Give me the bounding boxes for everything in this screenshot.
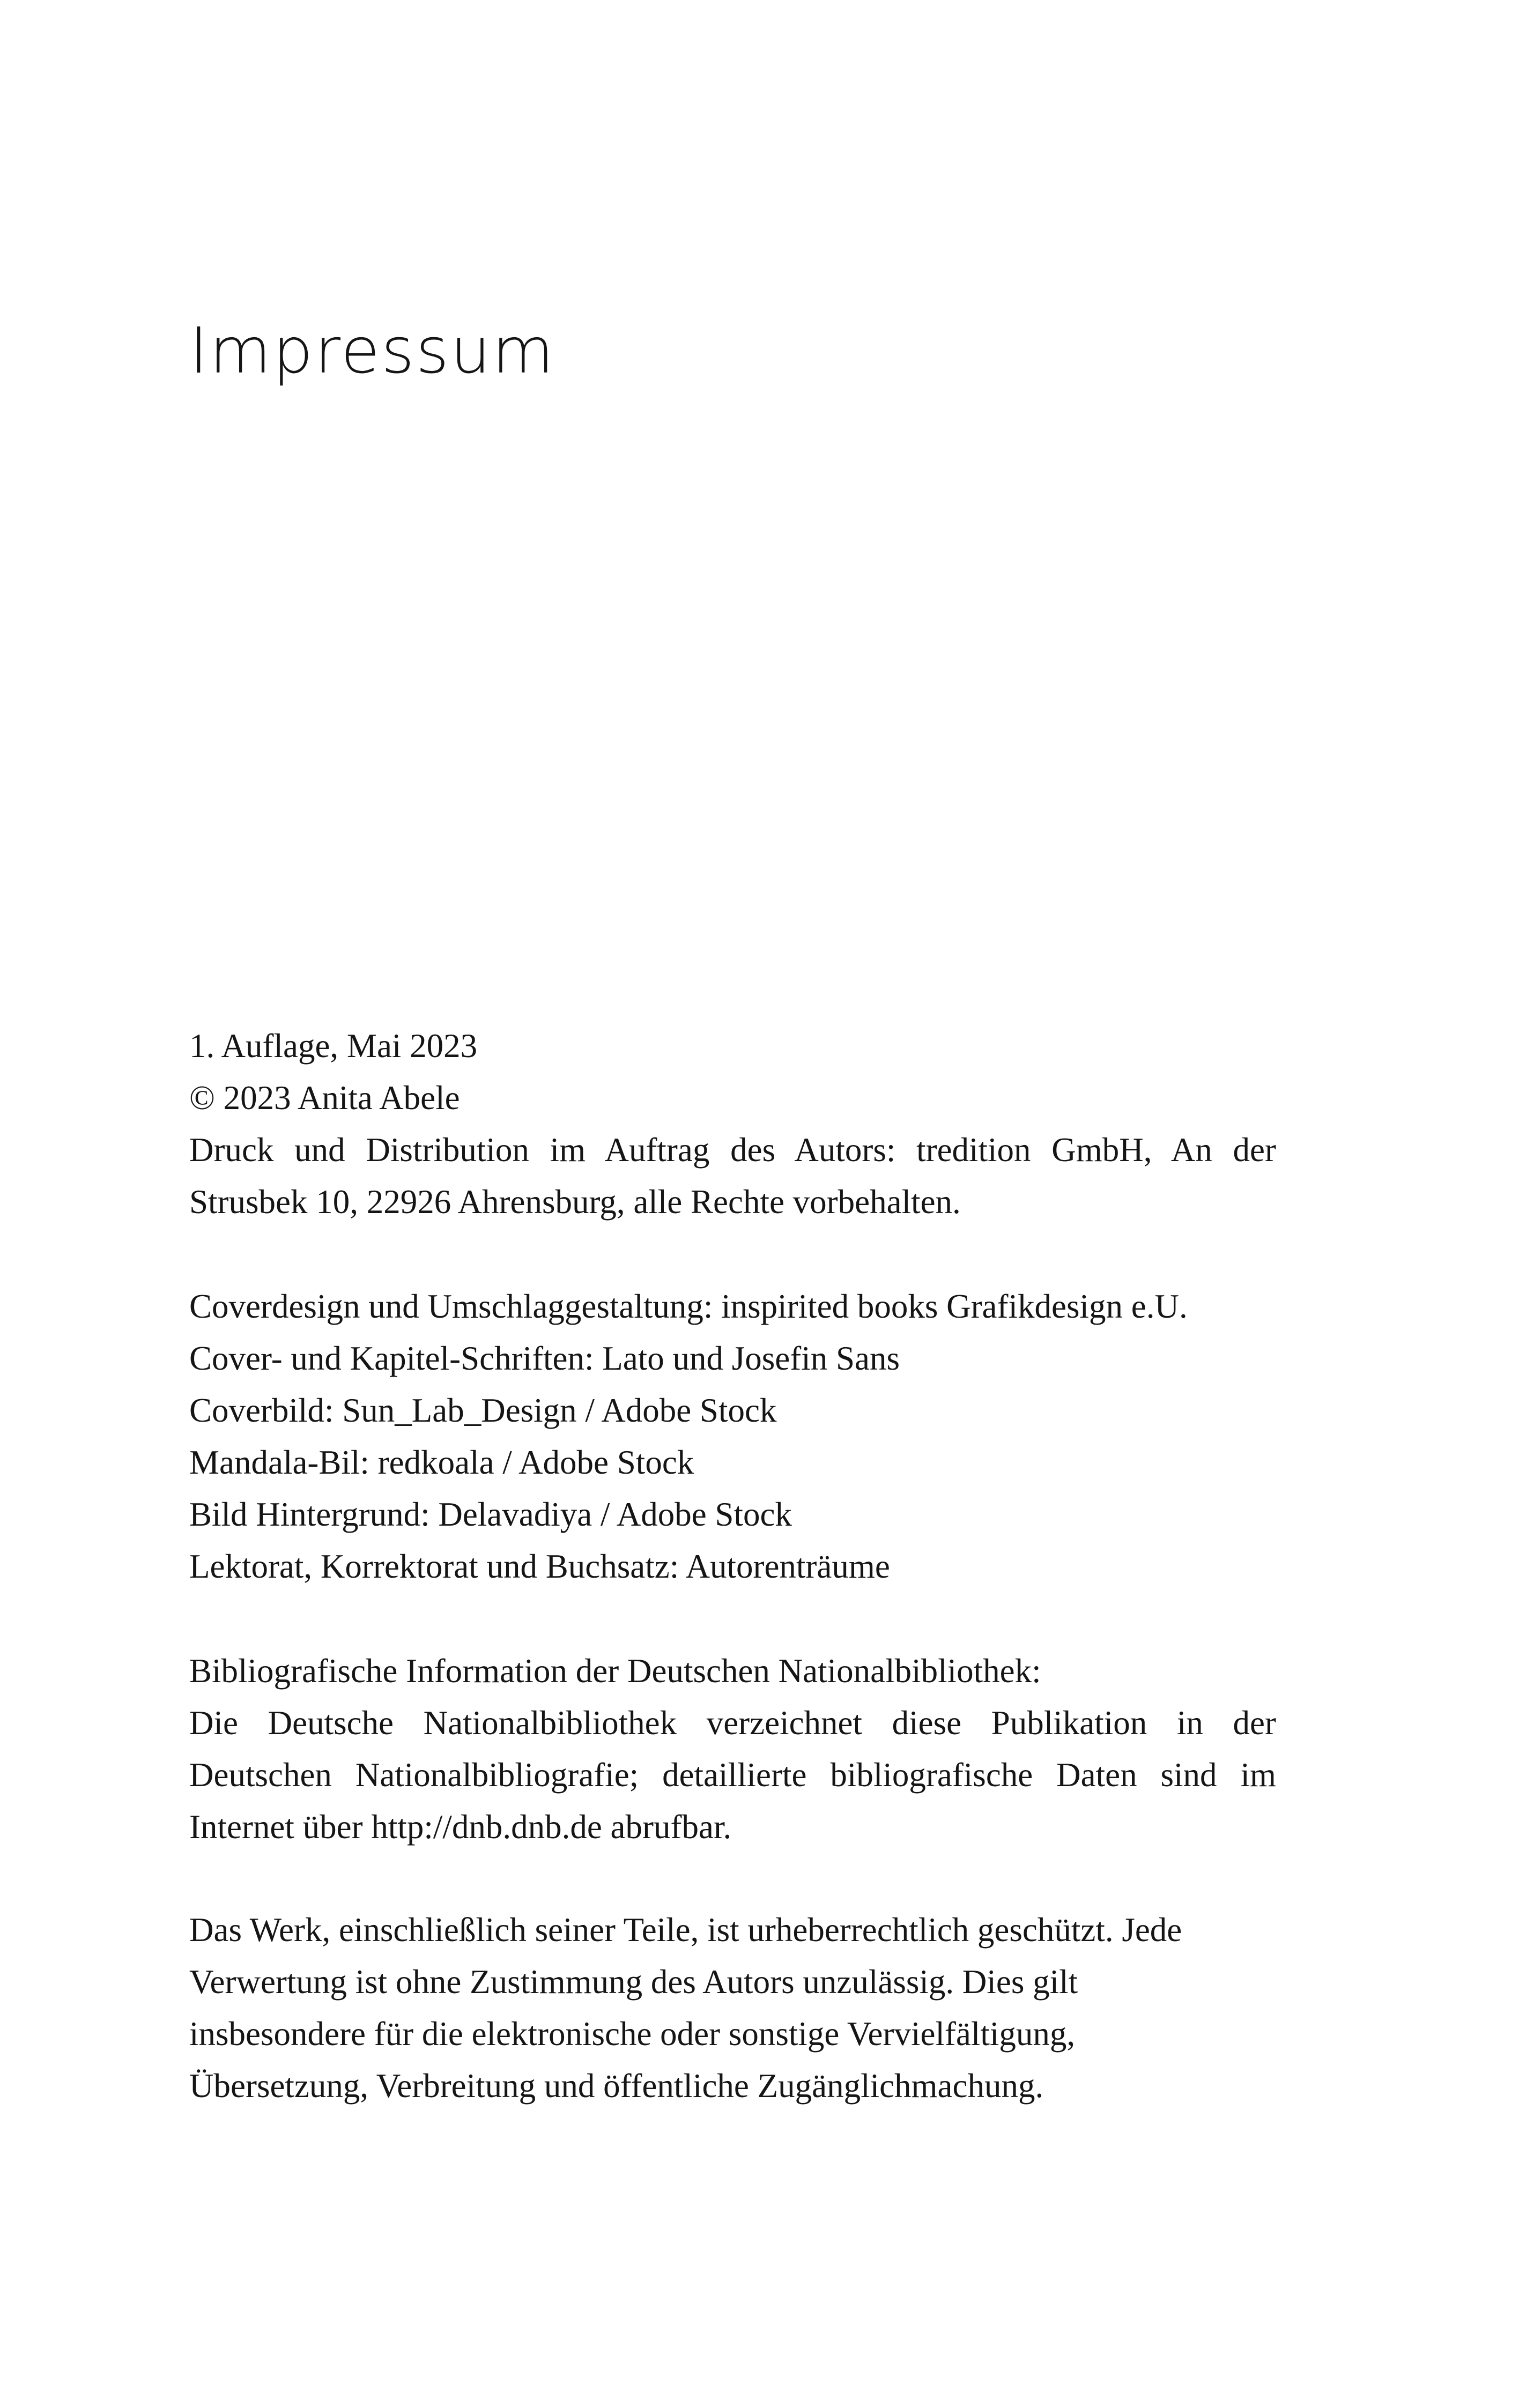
copyright-notice-section: [189, 1904, 1276, 2112]
credit-cover-design: Coverdesign und Umschlaggestaltung: inspirited books Grafikdesign e.U.: [189, 1288, 1188, 1325]
page-title: Impressum: [189, 314, 555, 388]
copyright-notice-line: Übersetzung, Verbreitung und öffentliche Zugänglichmachung.: [189, 2067, 1044, 2105]
bibliographic-info-section: [189, 1645, 1276, 1853]
edition-section: [189, 1020, 1276, 1228]
credit-cover-image: Coverbild: Sun_Lab_Design / Adobe Stock: [189, 1392, 777, 1429]
copyright-notice-line: Verwertung ist ohne Zustimmung des Autors unzulässig. Dies gilt: [189, 1963, 1078, 2001]
credit-editing: Lektorat, Korrektorat und Buchsatz: Autorenträume: [189, 1548, 890, 1585]
printing-distribution-line: Druck und Distribution im Auftrag des Autors: tredition GmbH, An der Strusbek 10, 22926 Ahrensburg, alle Rechte vorbehalten.: [189, 1131, 1276, 1221]
credit-background-image: Bild Hintergrund: Delavadiya / Adobe Stock: [189, 1496, 792, 1533]
copyright-notice-line: insbesondere für die elektronische oder sonstige Vervielfältigung,: [189, 2015, 1076, 2053]
bibliographic-info-text: Die Deutsche Nationalbibliothek verzeichnet diese Publikation in der Deutschen Nationalbibliografie; detaillierte bibliografische Daten sind im Internet über http://dnb.dnb.de abrufbar.: [189, 1704, 1276, 1846]
copyright-line: © 2023 Anita Abele: [189, 1079, 460, 1117]
edition-line: 1. Auflage, Mai 2023: [189, 1027, 478, 1065]
copyright-notice-line: Das Werk, einschließlich seiner Teile, ist urheberrechtlich geschützt. Jede: [189, 1911, 1182, 1949]
bibliographic-info-title: Bibliografische Information der Deutschen Nationalbibliothek:: [189, 1652, 1041, 1690]
credits-section: [189, 1281, 1276, 1593]
credit-mandala-image: Mandala-Bil: redkoala / Adobe Stock: [189, 1444, 694, 1481]
credit-fonts: Cover- und Kapitel-Schriften: Lato und Josefin Sans: [189, 1340, 900, 1377]
